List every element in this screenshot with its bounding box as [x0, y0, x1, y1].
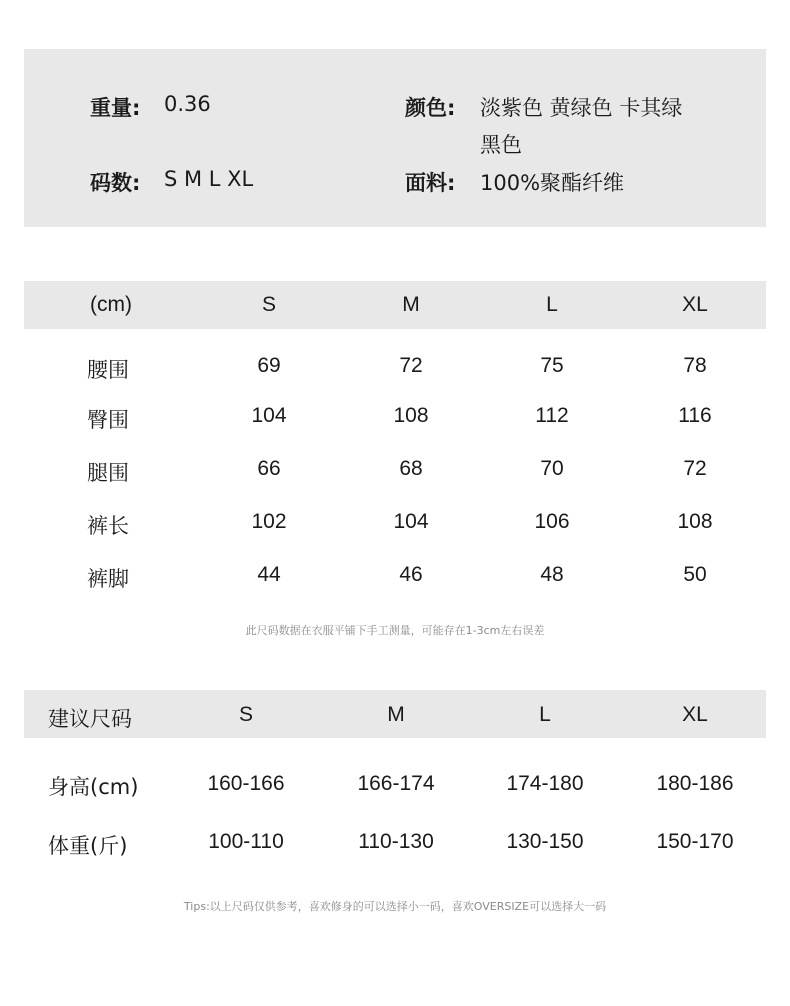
measure-row-label: 裤长 [87, 514, 129, 538]
sizes-value: S M L XL [164, 167, 254, 191]
suggest-cell: 174-180 [506, 772, 584, 795]
weight-label: 重量: [90, 96, 141, 120]
measure-size-header: S [261, 293, 276, 316]
suggest-cell: 160-166 [207, 772, 285, 795]
measure-cell: 72 [683, 457, 707, 480]
measure-cell: 72 [399, 354, 423, 377]
suggest-cell: 110-130 [358, 830, 434, 853]
measure-cell: 116 [678, 404, 712, 427]
suggest-title: 建议尺码 [48, 707, 132, 731]
tips-note: Tips:以上尺码仅供参考，喜欢修身的可以选择小一码，喜欢OVERSIZE可以选择大一码 [183, 900, 607, 913]
suggest-cell: 130-150 [506, 830, 584, 853]
suggest-cell: 180-186 [656, 772, 734, 795]
measure-cell: 70 [540, 457, 564, 480]
measure-row-label: 臀围 [87, 408, 129, 432]
measure-cell: 104 [393, 510, 429, 533]
measure-size-header: L [546, 293, 558, 316]
weight-value: 0.36 [164, 92, 211, 116]
suggest-cell: 100-110 [208, 830, 284, 853]
fabric-value: 100%聚酯纤维 [480, 171, 625, 195]
measure-size-header: XL [682, 293, 708, 316]
measure-note: 此尺码数据在衣服平铺下手工测量，可能存在1-3cm左右误差 [245, 624, 545, 637]
suggest-cell: 166-174 [357, 772, 435, 795]
suggest-row-label: 体重(斤) [48, 834, 128, 858]
suggest-row-label: 身高(cm) [48, 775, 139, 799]
measure-cell: 68 [399, 457, 423, 480]
measure-cell: 48 [540, 563, 564, 586]
measure-cell: 108 [677, 510, 713, 533]
suggest-size-header: M [387, 703, 405, 726]
measure-size-header: M [402, 293, 420, 316]
suggest-size-header: S [238, 703, 253, 726]
suggest-size-header: XL [682, 703, 708, 726]
measure-cell: 75 [540, 354, 564, 377]
measure-cell: 46 [399, 563, 423, 586]
color-value-line2: 黑色 [480, 133, 522, 157]
measure-unit-header: (cm) [90, 293, 132, 316]
measure-cell: 104 [251, 404, 287, 427]
measure-cell: 69 [257, 354, 281, 377]
measure-cell: 106 [534, 510, 570, 533]
measure-cell: 108 [393, 404, 429, 427]
suggest-size-header: L [539, 703, 551, 726]
measure-cell: 44 [257, 563, 281, 586]
measure-cell: 78 [683, 354, 707, 377]
color-label: 颜色: [405, 96, 456, 120]
measure-cell: 50 [683, 563, 707, 586]
measure-row-label: 腿围 [87, 461, 129, 485]
measure-cell: 112 [535, 404, 569, 427]
fabric-label: 面料: [405, 171, 456, 195]
measure-row-label: 裤脚 [87, 567, 129, 591]
color-value-line1: 淡紫色 黄绿色 卡其绿 [480, 96, 683, 120]
suggest-cell: 150-170 [656, 830, 734, 853]
sizes-label: 码数: [90, 171, 141, 195]
product-info-panel [24, 49, 766, 227]
measure-row-label: 腰围 [87, 358, 129, 382]
measure-cell: 66 [257, 457, 281, 480]
measure-cell: 102 [251, 510, 287, 533]
